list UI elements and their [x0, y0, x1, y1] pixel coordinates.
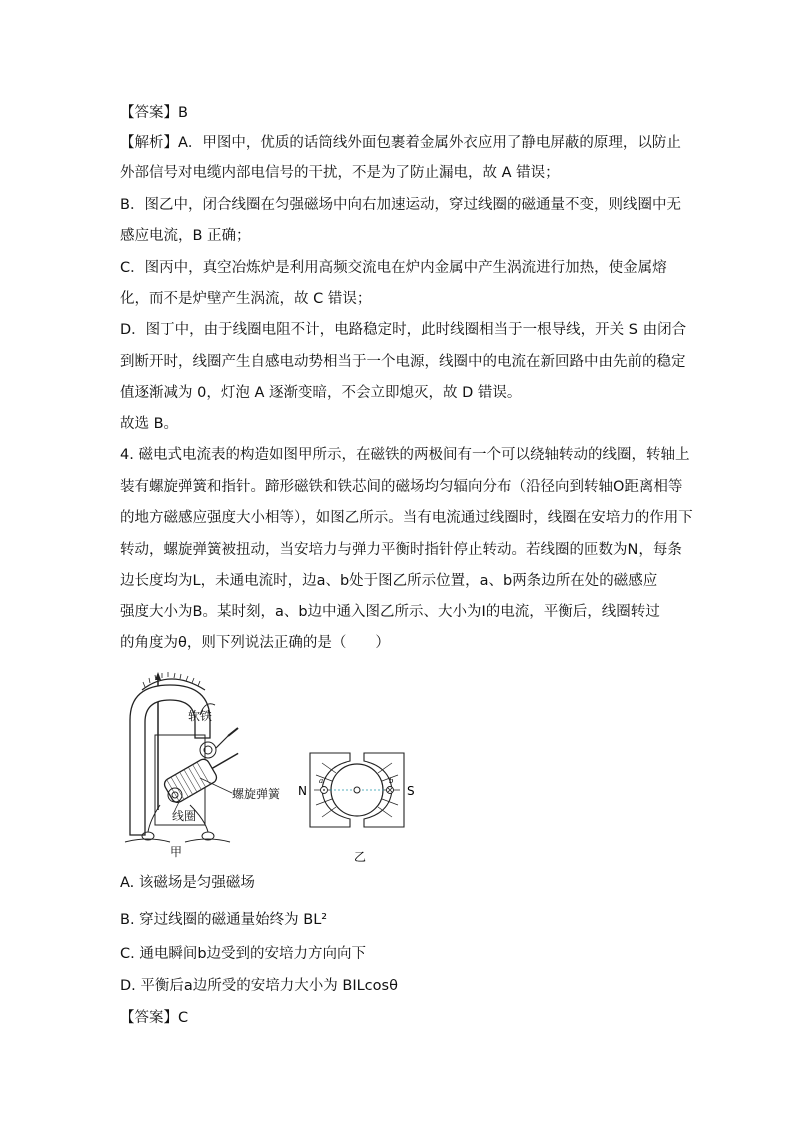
analysis-line: C．图丙中，真空冶炼炉是利用高频交流电在炉内金属中产生涡流进行加热，使金属熔: [120, 260, 667, 276]
soft-iron-label: 软铁: [188, 709, 213, 723]
option-c: C. 通电瞬间b边受到的安培力方向向下: [120, 946, 367, 962]
question-line: 装有螺旋弹簧和指针。蹄形磁铁和铁芯间的磁场均匀辐向分布（沿径向到转轴O距离相等: [120, 479, 683, 495]
answer: 【答案】C: [120, 1010, 189, 1026]
option-b: B. 穿过线圈的磁通量始终为 BL²: [120, 912, 328, 928]
question-line: 强度大小为B。某时刻，a、b边中通入图乙所示、大小为I的电流，平衡后，线圈转过: [120, 604, 660, 620]
coil-label: 线圈: [172, 809, 197, 823]
question-line: 的地方磁感应强度大小相等），如图乙所示。当有电流通过线圈时，线圈在安培力的作用下: [120, 510, 693, 526]
option-d: D. 平衡后a边所受的安培力大小为 BILcosθ: [120, 978, 398, 994]
side-a-label: a: [319, 777, 324, 785]
previous-answer: 【答案】B: [120, 105, 188, 121]
side-b-label: b: [389, 777, 394, 785]
question-line: 转动，螺旋弹簧被扭动，当安培力与弹力平衡时指针停止转动。若线圈的匝数为N，每条: [120, 542, 682, 558]
analysis-line: 值逐渐减为 0，灯泡 A 逐渐变暗，不会立即熄灭，故 D 错误。: [120, 385, 522, 401]
question-line: 的角度为θ，则下列说法正确的是（ ）: [120, 635, 390, 651]
figure-jia-galvanometer: [120, 660, 300, 860]
analysis-line: 外部信号对电缆内部电信号的干扰，不是为了防止漏电，故 A 错误；: [120, 165, 560, 181]
figure-yi-radial-field: [292, 745, 422, 865]
spring-label: 螺旋弹簧: [232, 787, 281, 801]
north-pole-label: N: [298, 784, 307, 798]
figure-yi-caption: 乙: [354, 850, 367, 864]
analysis-line: D．图丁中，由于线圈电阻不计，电路稳定时，此时线圈相当于一根导线，开关 S 由闭合: [120, 322, 687, 338]
question-line: 4. 磁电式电流表的构造如图甲所示，在磁铁的两极间有一个可以绕轴转动的线圈，转轴上: [120, 447, 690, 463]
analysis-line: 【解析】A．甲图中，优质的话筒线外面包裹着金属外衣应用了静电屏蔽的原理，以防止: [120, 135, 681, 151]
figure-jia-caption: 甲: [170, 845, 183, 859]
analysis-line: 故选 B。: [120, 416, 179, 432]
analysis-line: 化，而不是炉壁产生涡流，故 C 错误；: [120, 291, 372, 307]
question-line: 边长度均为L，未通电流时，边a、b处于图乙所示位置，a、b两条边所在处的磁感应: [120, 573, 658, 589]
south-pole-label: S: [407, 784, 415, 798]
option-a: A. 该磁场是匀强磁场: [120, 875, 255, 891]
analysis-line: 感应电流，B 正确；: [120, 228, 251, 244]
analysis-line: 到断开时，线圈产生自感电动势相当于一个电源，线圈中的电流在新回路中由先前的稳定: [120, 354, 686, 370]
analysis-line: B．图乙中，闭合线圈在匀强磁场中向右加速运动，穿过线圈的磁通量不变，则线圈中无: [120, 197, 681, 213]
